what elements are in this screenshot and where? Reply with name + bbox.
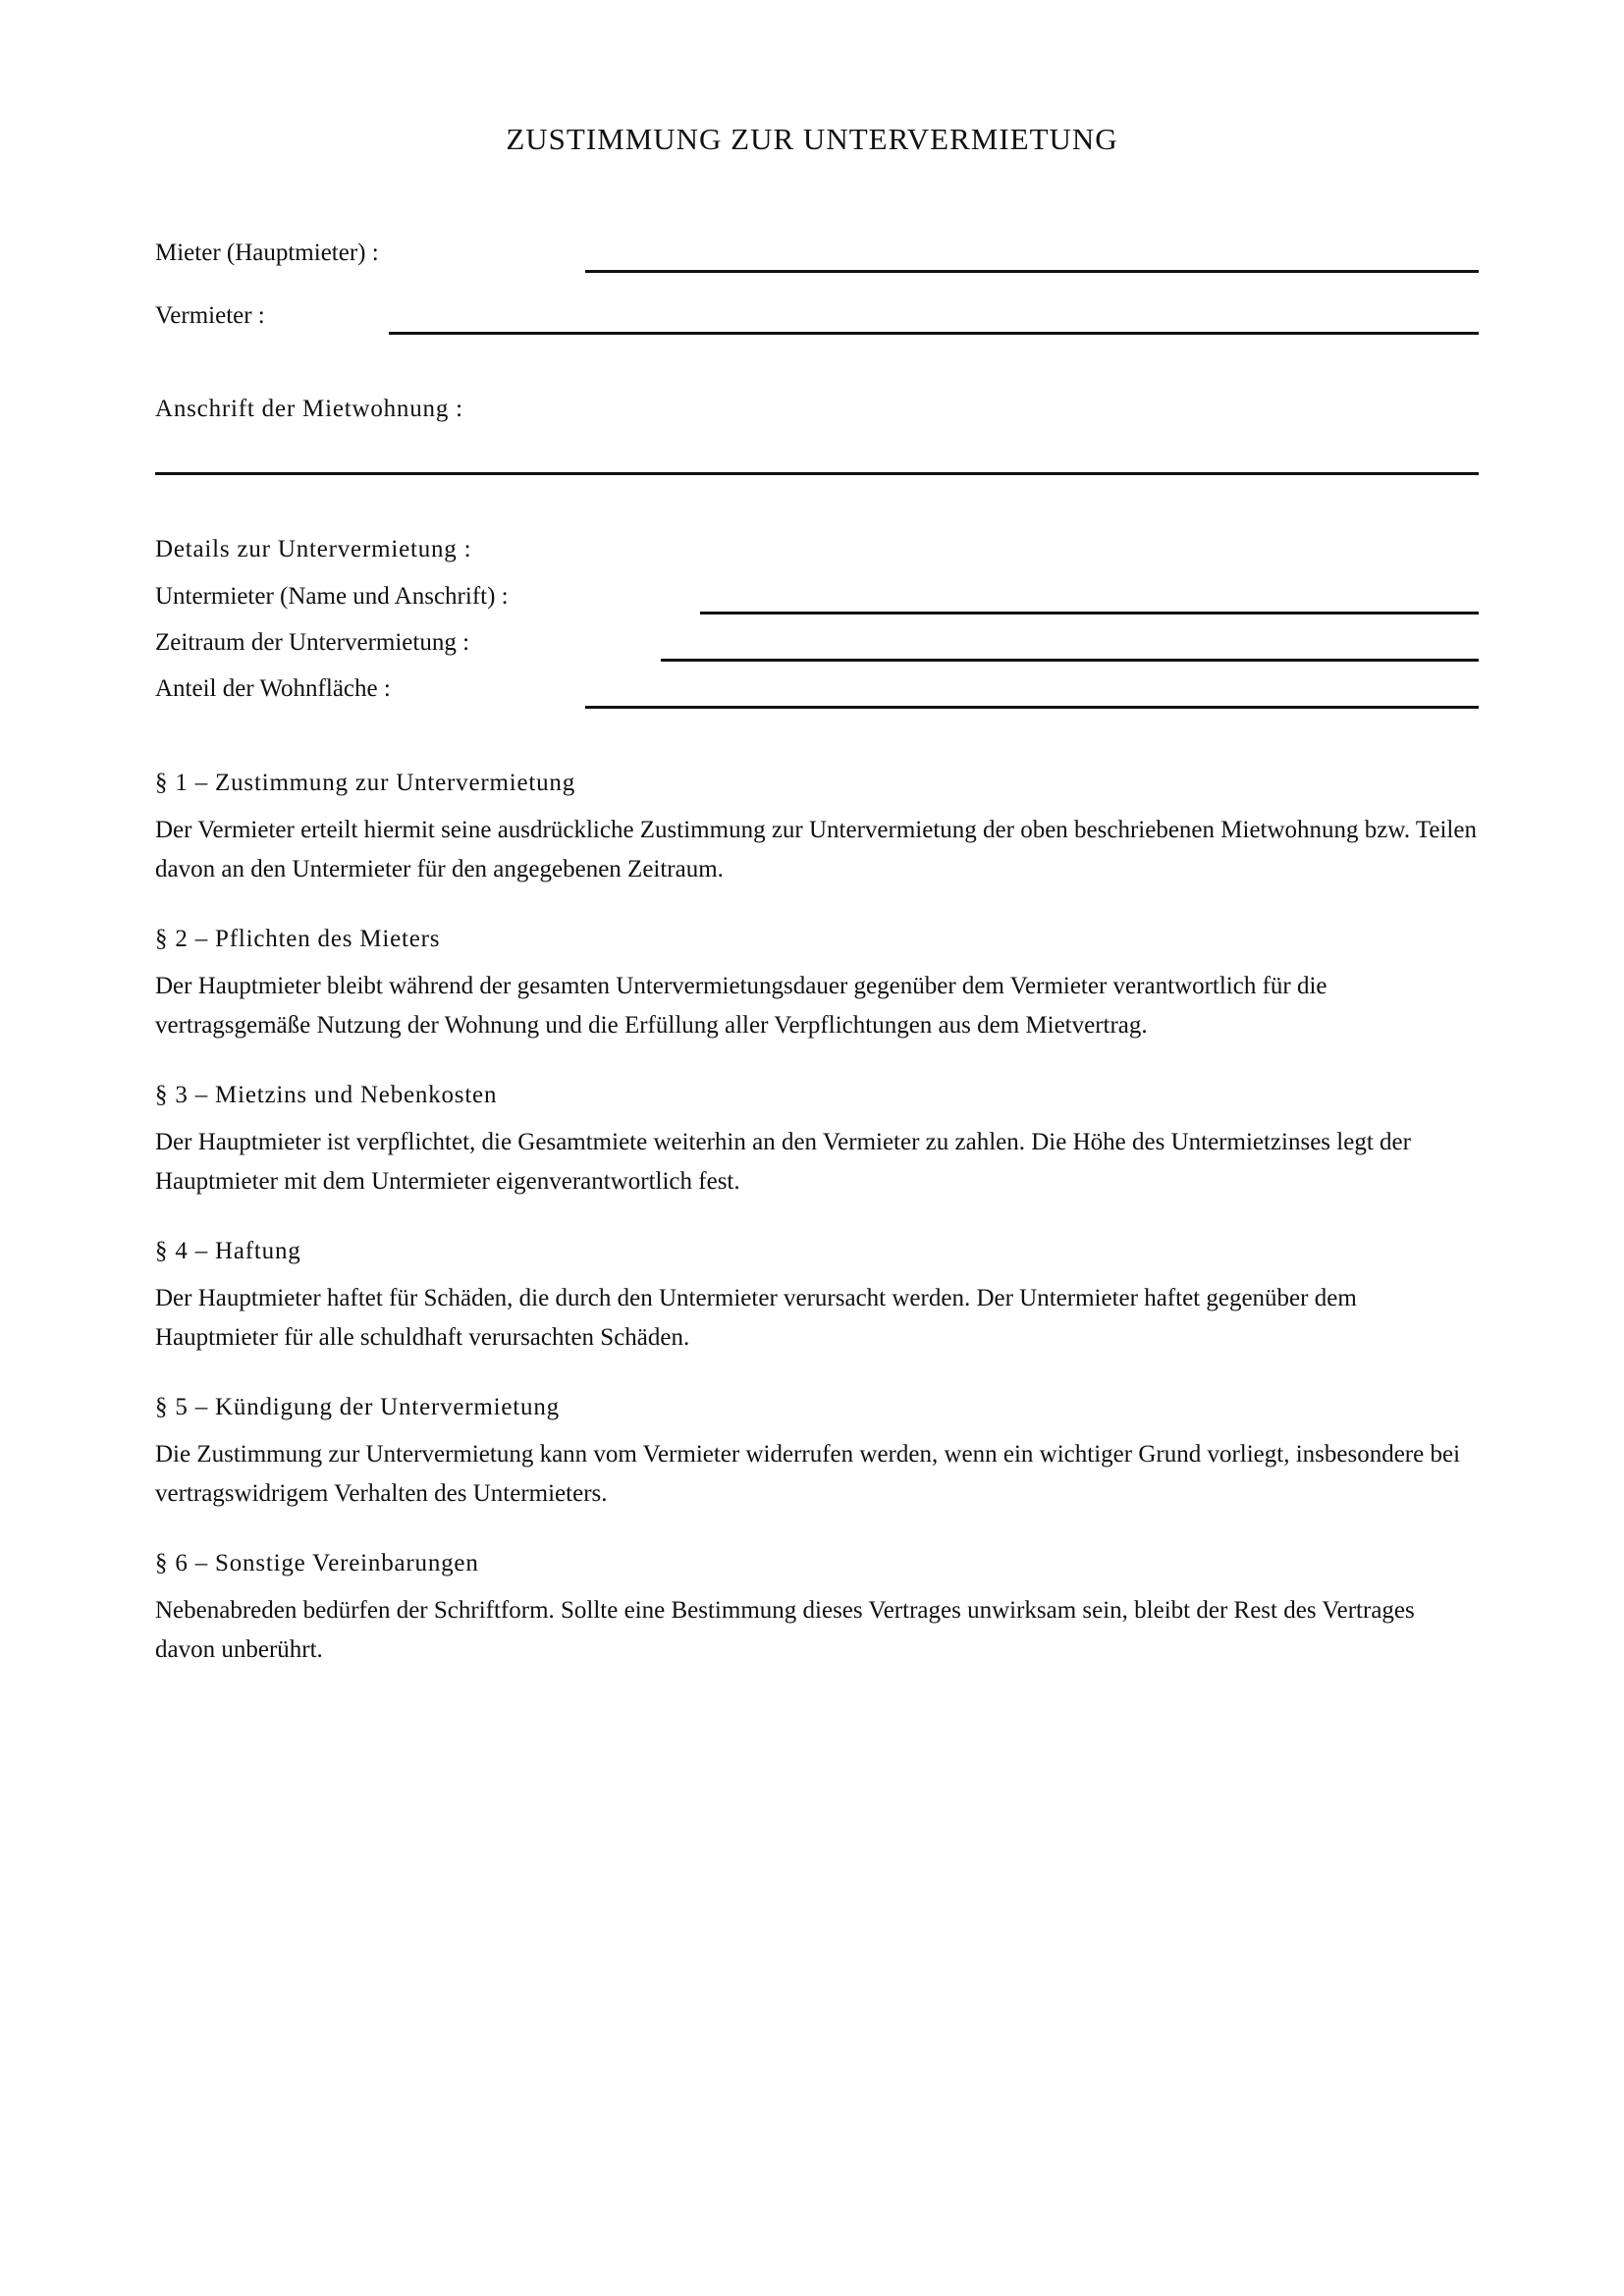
- section-1-body: Der Vermieter erteilt hiermit seine ausdrückliche Zustimmung zur Untervermietung der oben beschriebenen Mietwohnung bzw. Teilen davon an den Untermieter für den angegebenen Zeitraum.: [155, 817, 1477, 882]
- section-2-heading: § 2 – Pflichten des Mieters: [155, 926, 441, 952]
- period-label: Zeitraum der Untervermietung :: [155, 629, 470, 656]
- landlord-label: Vermieter :: [155, 302, 265, 329]
- section-3-body: Der Hauptmieter ist verpflichtet, die Gesamtmiete weiterhin an den Vermieter zu zahlen. Die Höhe des Untermietzinses legt der Hauptmieter mit dem Untermieter eigenverantwortlich fest.: [155, 1129, 1411, 1195]
- section-6-heading: § 6 – Sonstige Vereinbarungen: [155, 1550, 479, 1576]
- subtenant-field[interactable]: [700, 612, 1479, 614]
- section-4-body: Der Hauptmieter haftet für Schäden, die durch den Untermieter verursacht werden. Der Untermieter haftet gegenüber dem Hauptmieter für alle schuldhaft verursachten Schäden.: [155, 1285, 1357, 1351]
- section-6-body: Nebenabreden bedürfen der Schriftform. Sollte eine Bestimmung dieses Vertrages unwirksam sein, bleibt der Rest des Vertrages davon unberührt.: [155, 1597, 1415, 1663]
- tenant-field[interactable]: [585, 270, 1479, 273]
- section-3-heading: § 3 – Mietzins und Nebenkosten: [155, 1082, 498, 1108]
- document-title: ZUSTIMMUNG ZUR UNTERVERMIETUNG: [506, 122, 1118, 156]
- section-2-body: Der Hauptmieter bleibt während der gesamten Untervermietungsdauer gegenüber dem Vermieter verantwortlich für die vertragsgemäße Nutzung der Wohnung und die Erfüllung aller Verpflichtungen aus dem Mietvertrag.: [155, 973, 1327, 1039]
- section-1-heading: § 1 – Zustimmung zur Untervermietung: [155, 770, 576, 796]
- section-4-heading: § 4 – Haftung: [155, 1238, 301, 1264]
- section-5-body: Die Zustimmung zur Untervermietung kann vom Vermieter widerrufen werden, wenn ein wichtiger Grund vorliegt, insbesondere bei vertragswidrigem Verhalten des Untermieters.: [155, 1441, 1461, 1507]
- details-heading: Details zur Untervermietung :: [155, 536, 472, 562]
- address-label: Anschrift der Mietwohnung :: [155, 396, 463, 422]
- tenant-label: Mieter (Hauptmieter) :: [155, 240, 379, 266]
- landlord-field[interactable]: [389, 332, 1479, 335]
- area-label: Anteil der Wohnfläche :: [155, 675, 391, 702]
- period-field[interactable]: [661, 659, 1479, 662]
- address-field[interactable]: [155, 472, 1479, 475]
- section-5-heading: § 5 – Kündigung der Untervermietung: [155, 1394, 560, 1420]
- subtenant-label: Untermieter (Name und Anschrift) :: [155, 583, 509, 610]
- area-field[interactable]: [585, 706, 1479, 709]
